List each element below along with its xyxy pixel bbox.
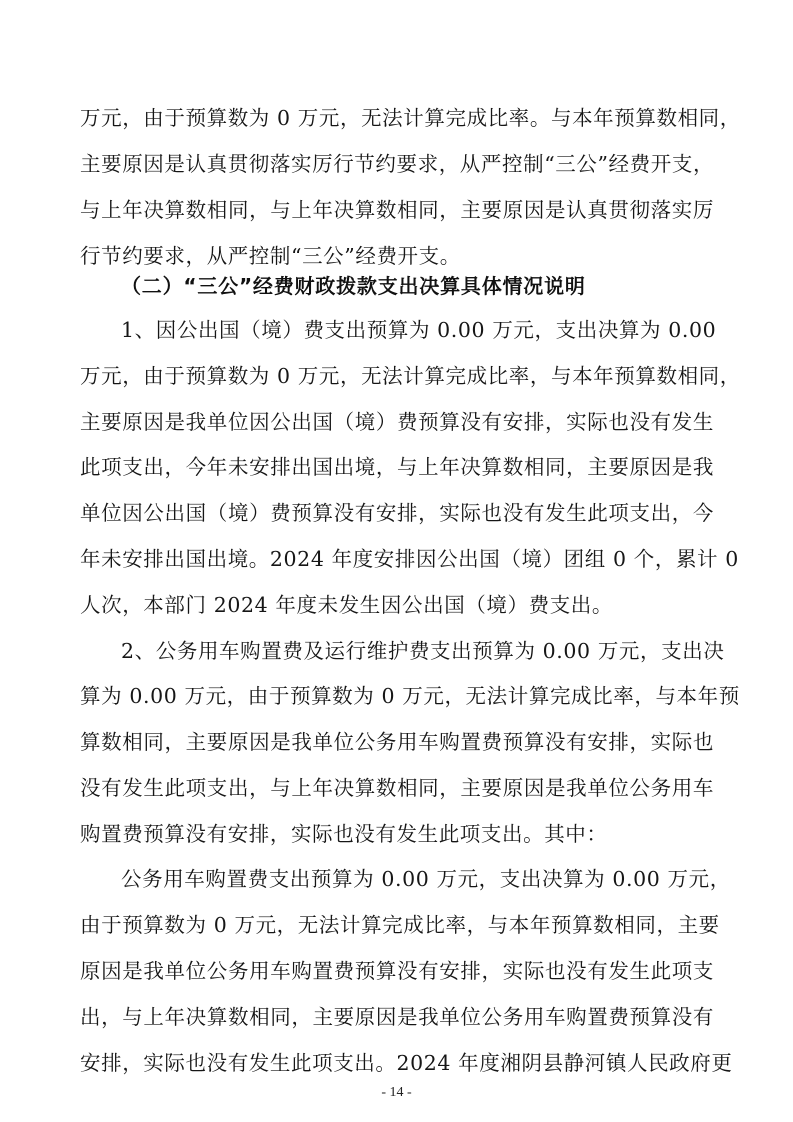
- text-line: 行节约要求，从严控制“三公”经费开支。: [80, 244, 461, 268]
- text-line: 购置费预算没有安排，实际也没有发生此项支出。其中：: [80, 822, 608, 846]
- text-line: 算为 0.00 万元，由于预算数为 0 万元，无法计算完成比率，与本年预: [80, 684, 740, 708]
- text-line: 此项支出，今年未安排出国出境，与上年决算数相同，主要原因是我: [80, 455, 714, 479]
- text-line: 主要原因是我单位因公出国（境）费预算没有安排，实际也没有发生: [80, 410, 714, 434]
- text-line: 2、公务用车购置费及运行维护费支出预算为 0.00 万元，支出决: [121, 639, 725, 663]
- text-line: 安排，实际也没有发生此项支出。2024 年度湘阴县静河镇人民政府更: [80, 1051, 733, 1075]
- text-line: 出，与上年决算数相同，主要原因是我单位公务用车购置费预算没有: [80, 1005, 714, 1029]
- text-line: 与上年决算数相同，与上年决算数相同，主要原因是认真贯彻落实厉: [80, 198, 714, 222]
- text-line: 主要原因是认真贯彻落实厉行节约要求，从严控制“三公”经费开支，: [80, 152, 715, 176]
- text-line: 万元，由于预算数为 0 万元，无法计算完成比率，与本年预算数相同，: [80, 364, 741, 388]
- section-heading: （二）“三公”经费财政拨款支出决算具体情况说明: [121, 274, 586, 298]
- text-line: 万元，由于预算数为 0 万元，无法计算完成比率。与本年预算数相同，: [80, 106, 741, 130]
- text-line: 原因是我单位公务用车购置费预算没有安排，实际也没有发生此项支: [80, 959, 714, 983]
- text-line: 年未安排出国出境。2024 年度安排因公出国（境）团组 0 个，累计 0: [80, 547, 739, 571]
- page-number: - 14 -: [381, 1085, 412, 1100]
- text-line: 算数相同，主要原因是我单位公务用车购置费预算没有安排，实际也: [80, 730, 714, 754]
- text-line: 由于预算数为 0 万元，无法计算完成比率，与本年预算数相同，主要: [80, 913, 720, 937]
- text-line: 没有发生此项支出，与上年决算数相同，主要原因是我单位公务用车: [80, 776, 714, 800]
- text-line: 人次，本部门 2024 年度未发生因公出国（境）费支出。: [80, 593, 614, 617]
- text-line: 1、因公出国（境）费支出预算为 0.00 万元，支出决算为 0.00: [121, 318, 717, 342]
- text-line: 单位因公出国（境）费预算没有安排，实际也没有发生此项支出，今: [80, 501, 714, 525]
- text-line: 公务用车购置费支出预算为 0.00 万元，支出决算为 0.00 万元，: [121, 867, 731, 891]
